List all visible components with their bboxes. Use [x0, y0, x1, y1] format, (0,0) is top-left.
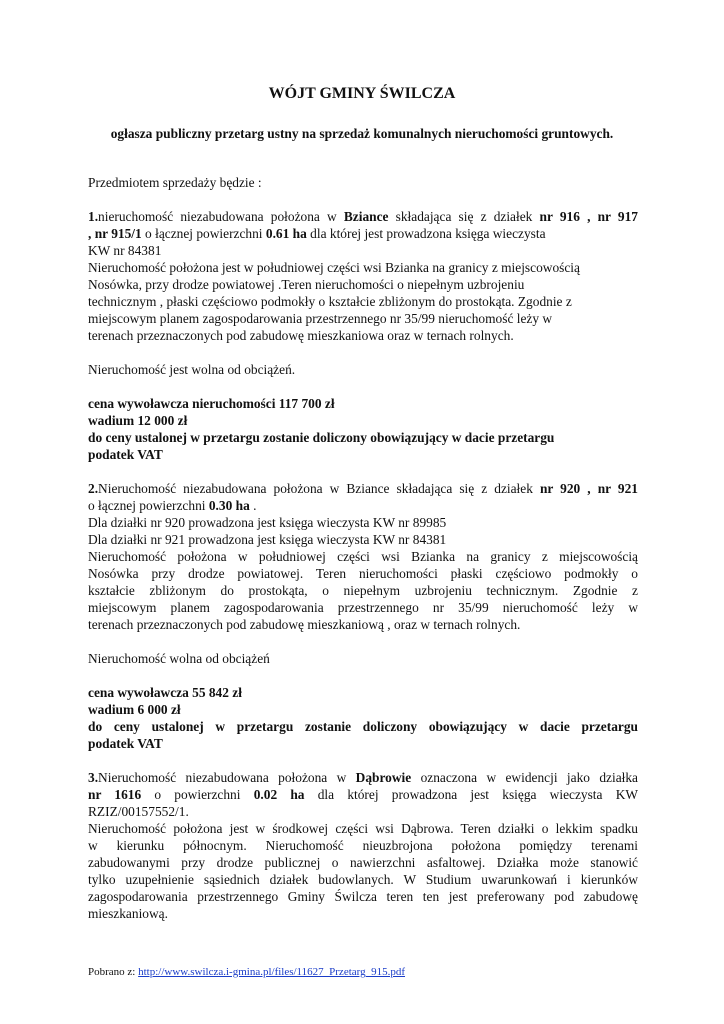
download-footer — [88, 965, 405, 979]
item-1-line-8: terenach przeznaczonych pod zabudowę mieszkaniowa oraz w ternach rolnych. — [88, 328, 514, 343]
item-3-line-5: w kierunku północnym. Nieruchomość nieuzbrojona położona pomiędzy terenami — [88, 838, 638, 853]
item-3-line-3: RZIZ/00157552/1. — [88, 804, 189, 819]
item-3 — [88, 769, 638, 922]
item-2-line-3: Dla działki nr 920 prowadzona jest księga wieczysta KW nr 89985 — [88, 515, 447, 530]
item-2-vat-line-1: do ceny ustalonej w przetargu zostanie doliczony obowiązujący w dacie przetargu — [88, 719, 638, 734]
item-1-line-7: miejscowym planem zagospodarowania przestrzennego nr 35/99 nieruchomość leży w — [88, 311, 553, 326]
item-1-number: 1. — [88, 209, 99, 224]
item-2-line-5: Nieruchomość położona w południowej części wsi Bzianka na granicy z miejscowością — [88, 549, 638, 564]
item-2-line-1: 2.Nieruchomość niezabudowana położona w Bziance składająca się z działek nr 920 , nr 921 — [88, 481, 638, 496]
item-2-wadium: wadium 6 000 zł — [88, 702, 181, 717]
item-3-line-7: tylko uzupełnienie sąsiednich działek budowlanych. W Studium uwarunkowań i kierunków — [88, 872, 638, 887]
item-3-line-8: zagospodarowania przestrzennego Gminy Świlcza teren ten jest preferowany pod zabudowę — [88, 889, 638, 904]
item-1-line-2: , nr 915/1 o łącznej powierzchni 0.61 ha dla której jest prowadzona księga wieczysta — [88, 226, 546, 241]
item-3-line-2: nr 1616 o powierzchni 0.02 ha dla której prowadzona jest księga wieczysta KW — [88, 787, 638, 802]
item-1-encumbrance: Nieruchomość jest wolna od obciążeń. — [88, 362, 296, 377]
item-2-line-6: Nosówka przy drodze powiatowej. Teren nieruchomości płaski częściowo podmokły o — [88, 566, 638, 581]
item-2 — [88, 480, 638, 752]
item-1-line-6: technicznym , płaski częściowo podmokły o kształcie zbliżonym do prostokąta. Zgodnie z — [88, 294, 572, 309]
item-2-vat-line-2: podatek VAT — [88, 736, 163, 751]
item-1 — [88, 208, 638, 463]
source-link[interactable]: http://www.swilcza.i-gmina.pl/files/11627_Przetarg_915.pdf — [138, 966, 406, 978]
item-2-line-9: terenach przeznaczonych pod zabudowę mieszkaniową , oraz w ternach rolnych. — [88, 617, 521, 632]
item-2-line-8: miejscowym planem zagospodarowania przestrzennego nr 35/99 nieruchomość leży w — [88, 600, 638, 615]
item-2-number: 2. — [88, 481, 99, 496]
item-1-line-3: KW nr 84381 — [88, 243, 162, 258]
document-subtitle: ogłasza publiczny przetarg ustny na sprzedaż komunalnych nieruchomości gruntowych. — [110, 126, 614, 141]
item-1-line-4: Nieruchomość położona jest w południowej części wsi Bzianka na granicy z miejscowością — [88, 260, 580, 275]
item-3-line-6: zabudowanymi przy drodze publicznej o nawierzchni asfaltowej. Działka może stanowić — [88, 855, 638, 870]
item-1-price: cena wywoławcza nieruchomości 117 700 zł — [88, 396, 335, 411]
item-1-line-5: Nosówka, przy drodze powiatowej .Teren nieruchomości o niepełnym uzbrojeniu — [88, 277, 525, 292]
item-1-vat-line-1: do ceny ustalonej w przetargu zostanie doliczony obowiązujący w dacie przetargu — [88, 430, 555, 445]
document-body — [88, 174, 638, 922]
item-2-line-2: o łącznej powierzchni 0.30 ha . — [88, 498, 257, 513]
document-title: WÓJT GMINY ŚWILCZA — [268, 85, 456, 102]
item-3-line-4: Nieruchomość położona jest w środkowej części wsi Dąbrowa. Teren działki o lekkim spadku — [88, 821, 638, 836]
item-3-line-9: mieszkaniową. — [88, 906, 168, 921]
item-1-vat-line-2: podatek VAT — [88, 447, 163, 462]
item-1-line-1: 1.nieruchomość niezabudowana położona w Bziance składająca się z działek nr 916 , nr 917 — [88, 209, 638, 224]
item-2-price: cena wywoławcza 55 842 zł — [88, 685, 242, 700]
item-2-line-4: Dla działki nr 921 prowadzona jest księga wieczysta KW nr 84381 — [88, 532, 447, 547]
footer-prefix: Pobrano z: — [88, 966, 139, 978]
item-2-encumbrance: Nieruchomość wolna od obciążeń — [88, 651, 270, 666]
item-2-line-7: kształcie zbliżonym do prostokąta, o niepełnym uzbrojeniu technicznym. Zgodnie z — [88, 583, 638, 598]
item-1-wadium: wadium 12 000 zł — [88, 413, 188, 428]
item-3-line-1: 3.Nieruchomość niezabudowana położona w Dąbrowie oznaczona w ewidencji jako działka — [88, 770, 638, 785]
intro-text: Przedmiotem sprzedaży będzie : — [88, 175, 262, 190]
item-3-number: 3. — [88, 770, 99, 785]
